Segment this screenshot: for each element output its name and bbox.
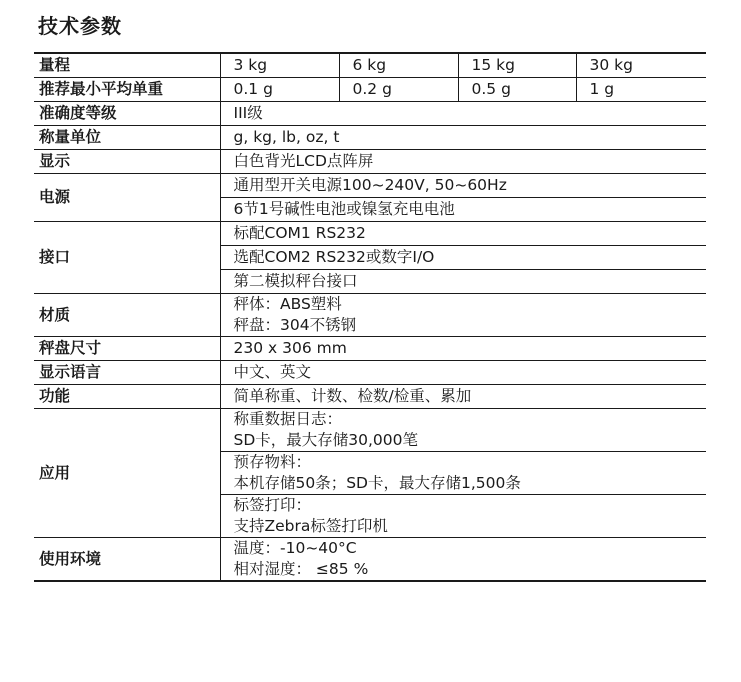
cell-value: 6 kg xyxy=(339,53,458,78)
cell-value: 第二模拟秤台接口 xyxy=(220,270,706,294)
row-label: 应用 xyxy=(34,409,220,538)
row-label: 秤盘尺寸 xyxy=(34,337,220,361)
cell-value xyxy=(220,538,706,582)
row-label: 准确度等级 xyxy=(34,102,220,126)
cell-value: 选配COM2 RS232或数字I/O xyxy=(220,246,706,270)
row-label: 使用环境 xyxy=(34,538,220,582)
table-row-capacity xyxy=(34,53,706,78)
cell-value: g, kg, lb, oz, t xyxy=(220,126,706,150)
cell-line: 温度：-10~40°C xyxy=(233,539,357,557)
cell-value: 3 kg xyxy=(220,53,339,78)
table-row-display xyxy=(34,150,706,174)
cell-value xyxy=(220,409,706,452)
cell-value: 0.5 g xyxy=(458,78,576,102)
cell-value: 通用型开关电源100~240V, 50~60Hz xyxy=(220,174,706,198)
cell-value: 0.1 g xyxy=(220,78,339,102)
table-row-weighing-units xyxy=(34,126,706,150)
table-row-environment xyxy=(34,538,706,582)
cell-value xyxy=(220,452,706,495)
cell-line: 秤盘：304不锈钢 xyxy=(233,316,357,334)
cell-value: 0.2 g xyxy=(339,78,458,102)
cell-value: 15 kg xyxy=(458,53,576,78)
row-label: 功能 xyxy=(34,385,220,409)
cell-line: 支持Zebra标签打印机 xyxy=(233,517,388,535)
cell-line: 本机存储50条；SD卡，最大存储1,500条 xyxy=(233,474,521,492)
spec-table xyxy=(34,52,706,582)
page-title: 技术参数 xyxy=(38,14,122,38)
table-row-readability xyxy=(34,78,706,102)
table-row-power xyxy=(34,174,706,198)
cell-line: 标签打印： xyxy=(233,496,312,514)
cell-value: 标配COM1 RS232 xyxy=(220,222,706,246)
cell-value: 1 g xyxy=(576,78,706,102)
row-label: 量程 xyxy=(34,53,220,78)
table-row-pan-size xyxy=(34,337,706,361)
row-label: 材质 xyxy=(34,294,220,337)
row-label: 推荐最小平均单重 xyxy=(34,78,220,102)
cell-line: 相对湿度： ≤85 % xyxy=(233,560,369,578)
cell-value: 白色背光LCD点阵屏 xyxy=(220,150,706,174)
cell-value: 230 x 306 mm xyxy=(220,337,706,361)
cell-line: 秤体：ABS塑料 xyxy=(233,295,342,313)
table-row-material xyxy=(34,294,706,337)
row-label: 显示语言 xyxy=(34,361,220,385)
row-label: 显示 xyxy=(34,150,220,174)
cell-line: 预存物料： xyxy=(233,453,312,471)
cell-value: 中文、英文 xyxy=(220,361,706,385)
table-row-interface xyxy=(34,222,706,246)
table-row-applications xyxy=(34,409,706,452)
table-row-functions xyxy=(34,385,706,409)
row-label: 电源 xyxy=(34,174,220,222)
row-label: 称量单位 xyxy=(34,126,220,150)
cell-value xyxy=(220,294,706,337)
table-row-display-language xyxy=(34,361,706,385)
cell-line: SD卡，最大存储30,000笔 xyxy=(233,431,419,449)
table-row-accuracy-class xyxy=(34,102,706,126)
cell-line: 称重数据日志： xyxy=(233,410,343,428)
cell-value xyxy=(220,495,706,538)
cell-value: III级 xyxy=(220,102,706,126)
row-label: 接口 xyxy=(34,222,220,294)
cell-value: 6节1号碱性电池或镍氢充电电池 xyxy=(220,198,706,222)
cell-value: 简单称重、计数、检数/检重、累加 xyxy=(220,385,706,409)
cell-value: 30 kg xyxy=(576,53,706,78)
